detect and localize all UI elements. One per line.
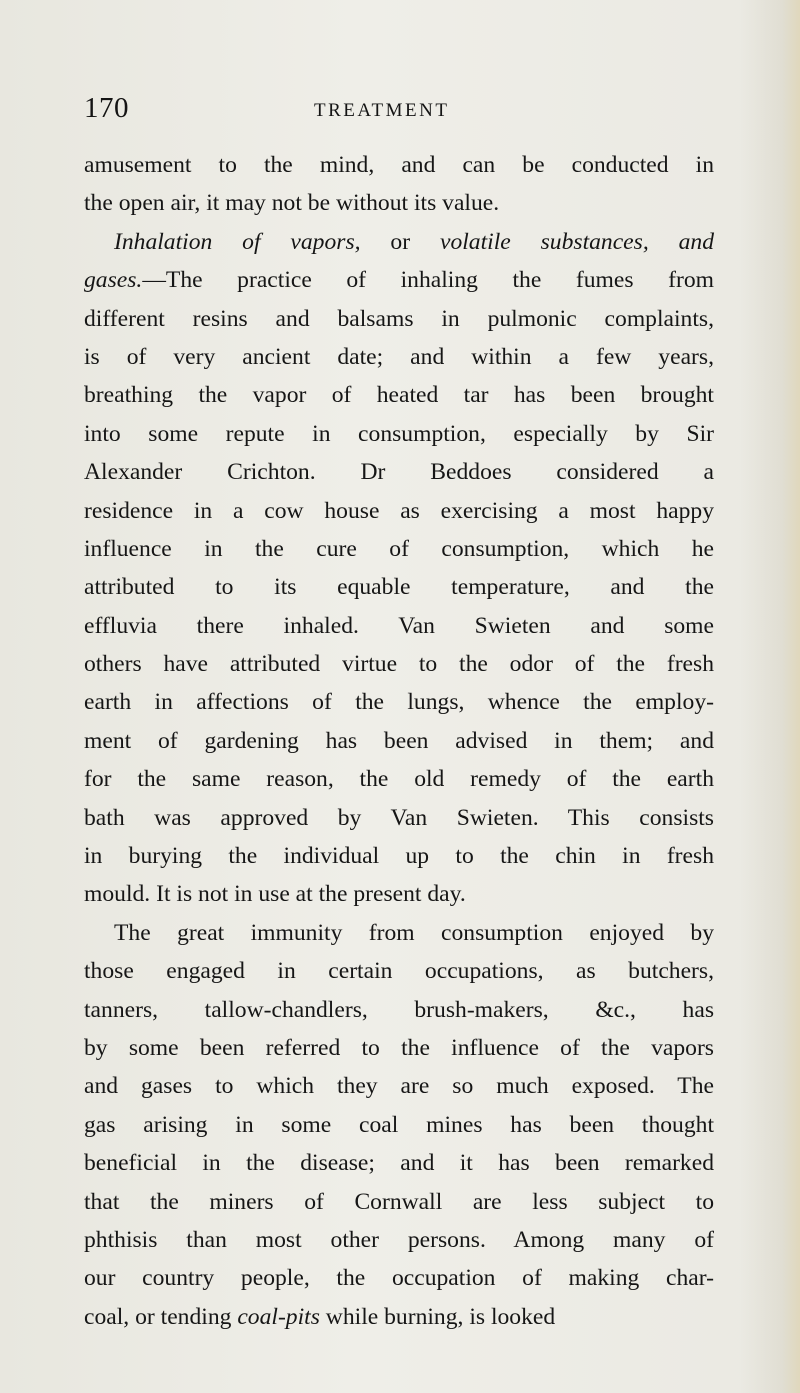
text-line [84,607,714,645]
text-line [84,1067,714,1105]
text-line [84,1029,714,1067]
text-line [84,568,714,606]
text-segment: that the miners of Cornwall are less subject to [84,1188,714,1215]
italic-text: volatile substances, and [439,228,715,255]
text-line [84,1259,714,1297]
text-line [84,837,714,875]
text-line [84,338,714,376]
text-line [84,1106,714,1144]
body-text [84,146,714,1336]
text-line [84,453,714,491]
text-line [84,300,714,338]
text-segment: those engaged in certain occupations, as butchers, [84,958,714,985]
page-edge-shadow [740,0,800,1393]
italic-text: coal-pits [237,1303,320,1330]
text-line [84,683,714,721]
page-number: 170 [84,92,129,124]
text-segment: Alexander Crichton. Dr Beddoes considered a [84,459,714,486]
text-segment: into some repute in consumption, especially by Sir [84,420,714,447]
text-segment: or [360,228,440,255]
text-segment: attributed to its equable temperature, and the [84,574,714,601]
text-segment: gas arising in some coal mines has been thought [84,1111,714,1138]
text-line [84,952,714,990]
text-segment: residence in a cow house as exercising a most happy [84,497,714,524]
text-segment: beneficial in the disease; and it has been remarked [84,1150,714,1177]
text-segment: different resins and balsams in pulmonic complaints, [84,305,714,332]
text-line [84,1144,714,1182]
text-segment: influence in the cure of consumption, which he [84,535,714,562]
italic-text: Inhalation of vapors, [114,228,361,255]
text-segment: amusement to the mind, and can be conducted in [84,152,714,178]
text-segment: for the same reason, the old remedy of the earth [84,766,714,793]
text-segment: effluvia there inhaled. Van Swieten and some [84,612,714,639]
text-segment: earth in affections of the lungs, whence the employ- [84,689,714,716]
text-segment: and gases to which they are so much exposed. The [84,1073,714,1100]
running-title: TREATMENT [314,100,450,121]
text-line [84,184,714,222]
text-segment: in burying the individual up to the chin in fresh [84,843,714,870]
text-line [84,799,714,837]
text-segment: —The practice of inhaling the fumes from [142,267,714,294]
text-line [84,146,714,184]
text-line [84,415,714,453]
text-line [84,376,714,414]
text-segment: The great immunity from consumption enjoyed by [114,919,714,946]
text-line [84,1221,714,1259]
text-segment: mould. It is not in use at the present day. [84,881,466,908]
text-line [84,760,714,798]
text-segment: phthisis than most other persons. Among many of [84,1226,714,1253]
text-line [84,645,714,683]
text-line [84,914,714,952]
text-line [84,722,714,760]
text-segment: bath was approved by Van Swieten. This consists [84,804,714,831]
text-line [84,223,714,261]
text-line [84,261,714,299]
text-segment: coal, or tending [84,1303,238,1330]
text-line [84,492,714,530]
text-line [84,1183,714,1221]
running-head [84,92,734,132]
text-line [84,1298,714,1336]
text-segment: is of very ancient date; and within a few years, [84,343,714,370]
text-segment: our country people, the occupation of making char- [84,1265,714,1292]
text-segment: breathing the vapor of heated tar has been brought [84,382,714,409]
text-line [84,875,714,913]
text-segment: while burning, is looked [319,1303,556,1330]
text-segment: ment of gardening has been advised in them; and [84,727,714,754]
text-segment: tanners, tallow-chandlers, brush-makers, &c., has [84,996,714,1023]
text-segment: the open air, it may not be without its value. [84,190,500,217]
text-line [84,991,714,1029]
italic-text: gases. [84,267,143,294]
text-line [84,530,714,568]
text-segment: by some been referred to the influence of the vapors [84,1034,714,1061]
text-segment: others have attributed virtue to the odor of the fresh [84,651,714,678]
